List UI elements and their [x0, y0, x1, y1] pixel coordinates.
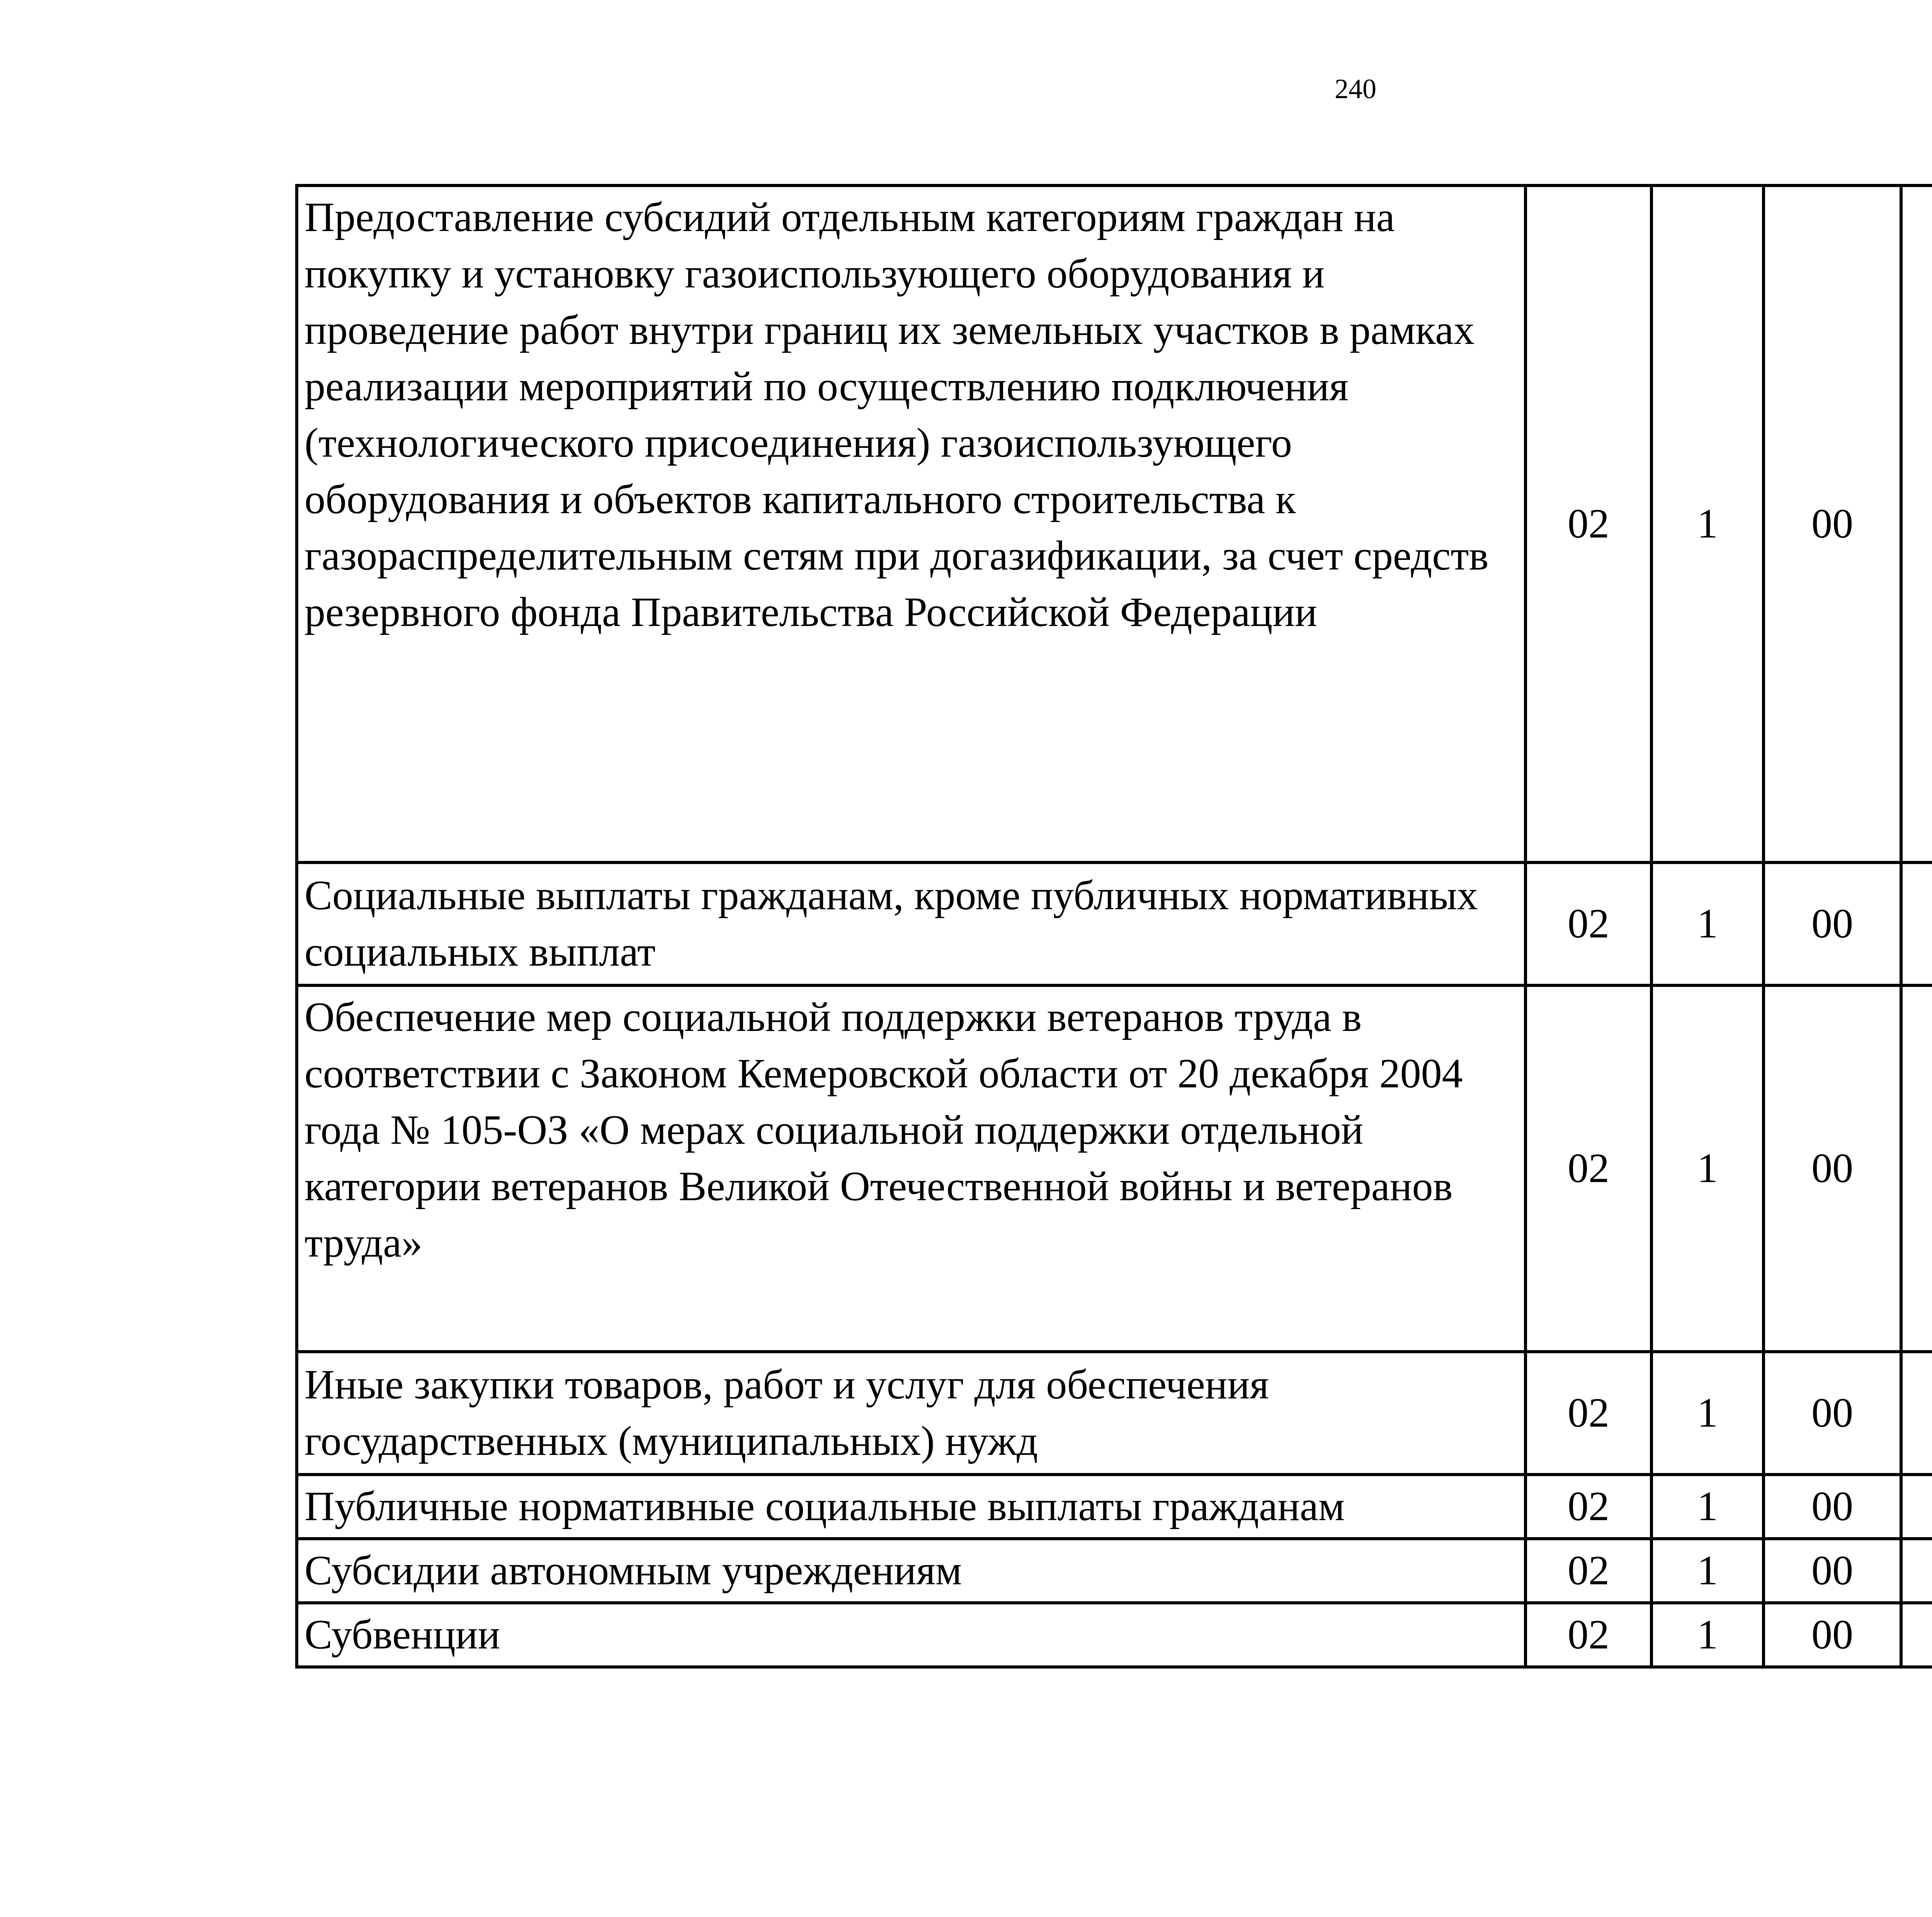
section-code: 02 — [1526, 1475, 1651, 1539]
section-code: 02 — [1526, 1603, 1651, 1667]
program-code: 00 — [1764, 862, 1901, 985]
section-code: 02 — [1526, 985, 1651, 1352]
row-name: Субвенции — [297, 1603, 1526, 1667]
row-name: Иные закупки товаров, работ и услуг для обеспечения государственных (муниципальных) нужд — [297, 1352, 1526, 1475]
subsection-code: 1 — [1651, 862, 1764, 985]
program-code: 00 — [1764, 985, 1901, 1352]
subsection-code: 1 — [1651, 1539, 1764, 1603]
row-name: Субсидии автономным учреждениям — [297, 1539, 1526, 1603]
subsection-code: 1 — [1651, 1352, 1764, 1475]
target-code — [1901, 1539, 1932, 1603]
program-code: 00 — [1764, 1352, 1901, 1475]
program-code: 00 — [1764, 1539, 1901, 1603]
program-code: 00 — [1764, 185, 1901, 862]
subsection-code: 1 — [1651, 1475, 1764, 1539]
target-code — [1901, 1603, 1932, 1667]
subsection-code: 1 — [1651, 185, 1764, 862]
table-row — [297, 985, 1932, 1352]
program-code: 00 — [1764, 1603, 1901, 1667]
section-code: 02 — [1526, 185, 1651, 862]
section-code: 02 — [1526, 1539, 1651, 1603]
target-code — [1901, 985, 1932, 1352]
page-number: 240 — [1335, 73, 1376, 104]
table-row — [297, 1352, 1932, 1475]
row-name: Публичные нормативные социальные выплаты гражданам — [297, 1475, 1526, 1539]
target-code — [1901, 862, 1932, 985]
table-row — [297, 1603, 1932, 1667]
row-name: Обеспечение мер социальной поддержки ветеранов труда в соответствии с Законом Кемеровской области от 20 декабря 2004 года № 105-ОЗ «О мерах социальной поддержки отдельной категории ветеранов Великой Отечественной войны и ветеранов труда» — [297, 985, 1526, 1352]
budget-table — [295, 184, 1932, 1669]
table-row — [297, 1475, 1932, 1539]
row-name: Предоставление субсидий отдельным категориям граждан на покупку и установку газоиспользующего оборудования и проведение работ внутри границ их земельных участков в рамках реализации мероприятий по осуществлению подключения (технологического присоединения) газоиспользующего оборудования и объектов капитального строительства к газораспределительным сетям при догазификации, за счет средств резервного фонда Правительства Российской Федерации — [297, 185, 1526, 862]
subsection-code: 1 — [1651, 1603, 1764, 1667]
row-name: Социальные выплаты гражданам, кроме публичных нормативных социальных выплат — [297, 862, 1526, 985]
section-code: 02 — [1526, 862, 1651, 985]
program-code: 00 — [1764, 1475, 1901, 1539]
table-row — [297, 185, 1932, 862]
section-code: 02 — [1526, 1352, 1651, 1475]
target-code — [1901, 185, 1932, 862]
table-row — [297, 1539, 1932, 1603]
subsection-code: 1 — [1651, 985, 1764, 1352]
target-code — [1901, 1475, 1932, 1539]
table-row — [297, 862, 1932, 985]
target-code — [1901, 1352, 1932, 1475]
